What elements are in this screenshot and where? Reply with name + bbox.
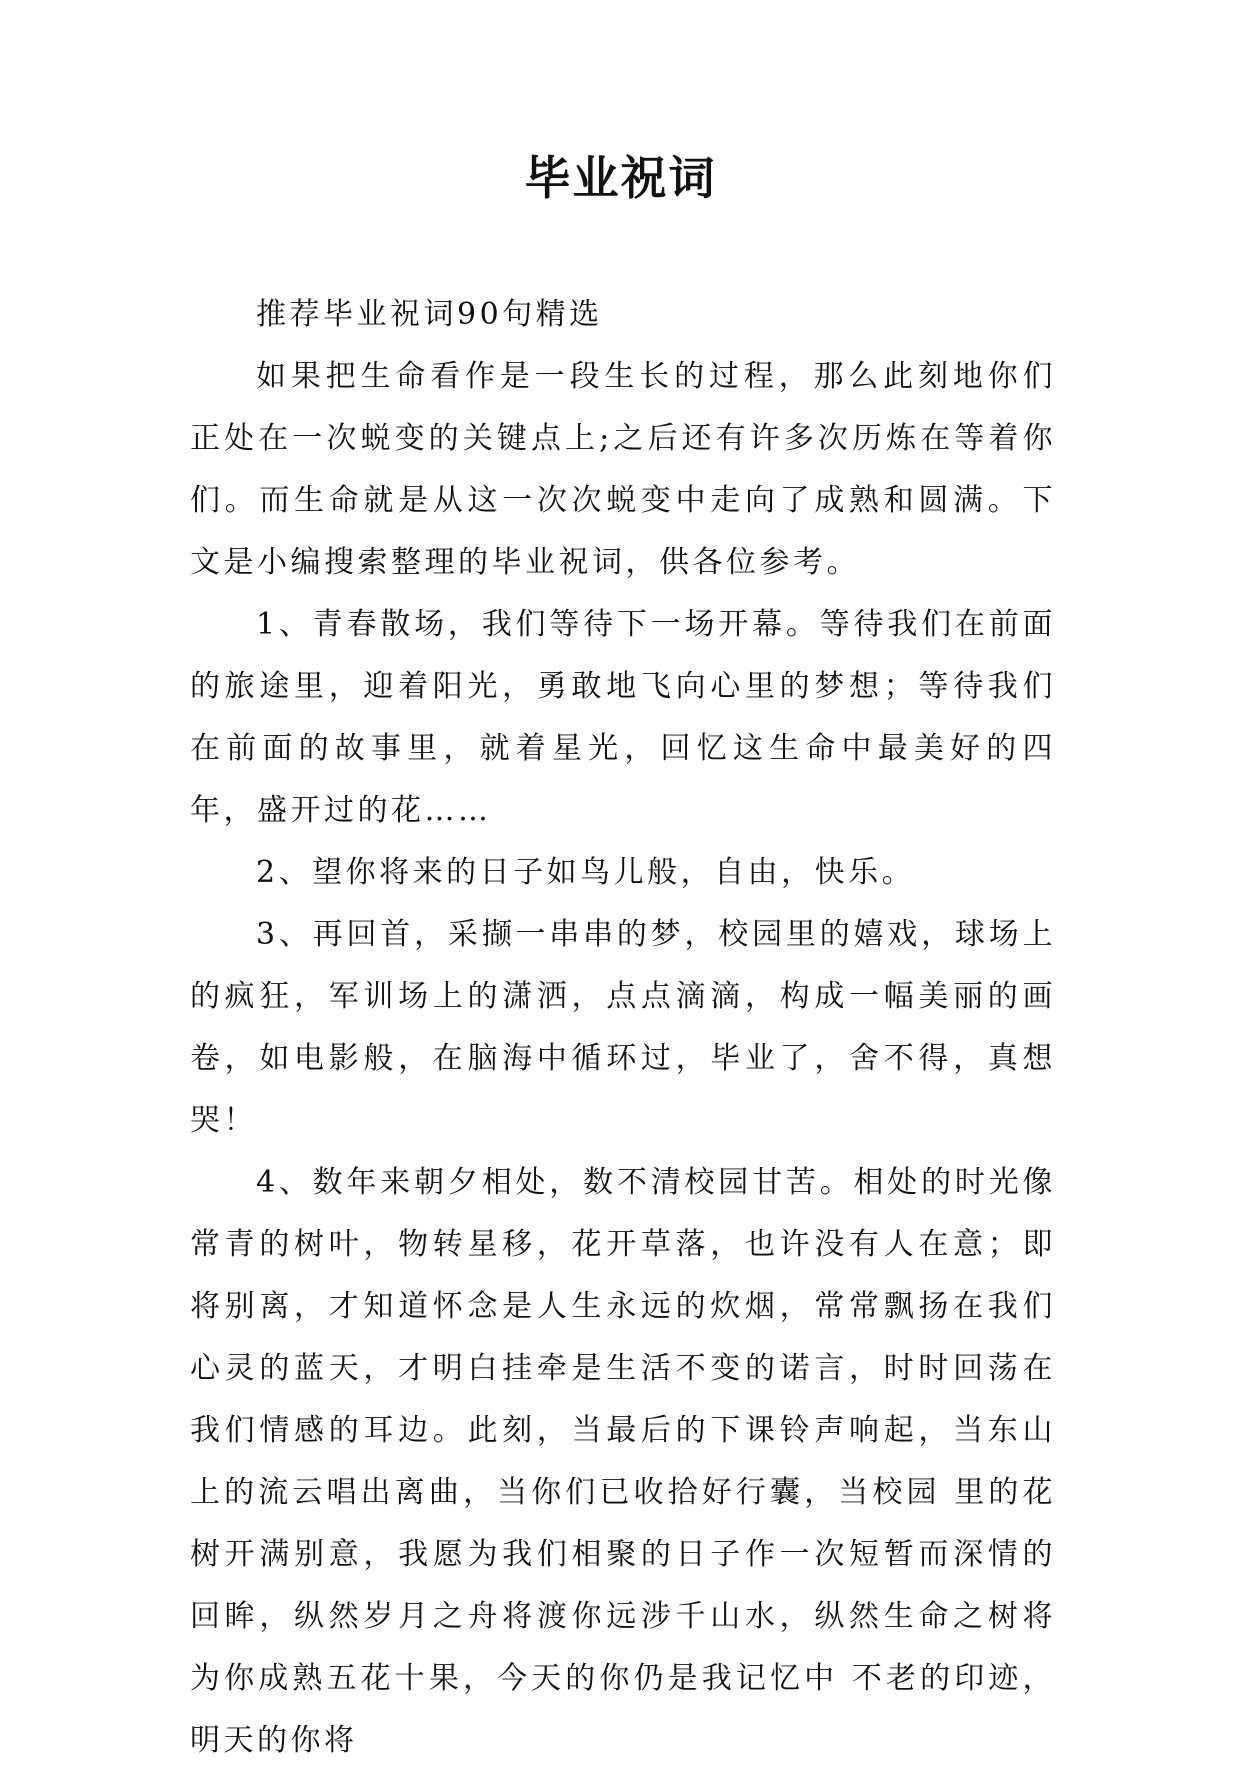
paragraph-intro-heading: 推荐毕业祝词90句精选 (256, 297, 603, 332)
document-body (190, 284, 1056, 1772)
paragraph-item-2: 2、望你将来的日子如鸟儿般，自由，快乐。 (256, 855, 916, 890)
paragraph-item-1: 1、青春散场，我们等待下一场开幕。等待我们在前面的旅途里，迎着阳光，勇敢地飞向心里的梦想；等待我们在前面的故事里，就着星光，回忆这生命中最美好的四年，盛开过的花…… (190, 607, 1056, 828)
paragraph-item-4: 4、数年来朝夕相处，数不清校园甘苦。相处的时光像常青的树叶，物转星移，花开草落，也许没有人在意；即将别离，才知道怀念是人生永远的炊烟，常常飘扬在我们 心灵的蓝天，才明白挂牵是生活不变的诺言，时时回荡在我们情感的耳边。此刻，当最后的下课铃声响起，当东山上的流云唱出离曲，当你们已收拾好行囊，当校园 里的花树开满别意，我愿为我们相聚的日子作一次短暂而深情的回眸，纵然岁月之舟将渡你远涉千山水，纵然生命之树将为你成熟五花十果，今天的你仍是我记忆中 不老的印迹，明天的你将 (190, 1165, 1056, 1758)
paragraph-introduction: 如果把生命看作是一段生长的过程，那么此刻地你们正处在一次蜕变的关键点上;之后还有许多次历炼在等着你们。而生命就是从这一次次蜕变中走向了成熟和圆满。下文是小编搜索整理的毕业祝词，供各位参考。 (190, 359, 1056, 580)
paragraph-item-3: 3、再回首，采撷一串串的梦，校园里的嬉戏，球场上的疯狂，军训场上的潇洒，点点滴滴，构成一幅美丽的画卷，如电影般，在脑海中循环过，毕业了，舍不得，真想哭！ (190, 917, 1056, 1138)
document-title: 毕业祝词 (524, 151, 717, 205)
